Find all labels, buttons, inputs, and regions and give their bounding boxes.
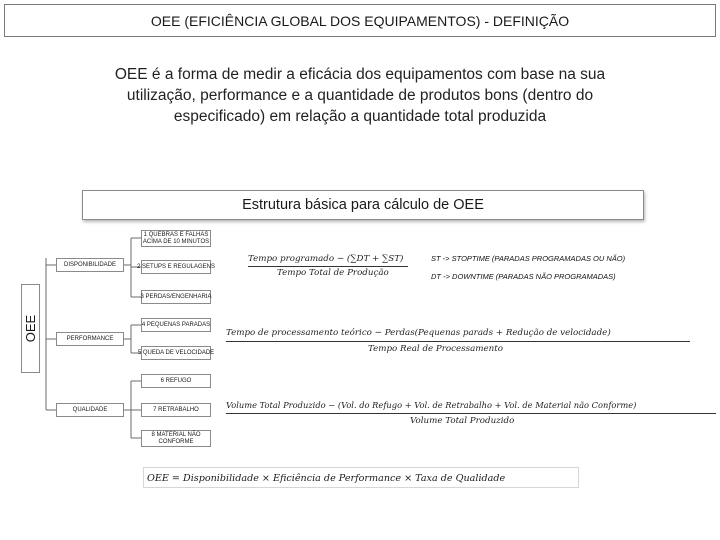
note-downtime: DT -> DOWNTIME (PARADAS NÃO PROGRAMADAS) [431, 272, 616, 281]
performance-fraction-bar [226, 341, 690, 342]
category-availability: DISPONIBILIDADE [56, 258, 124, 272]
availability-formula-numerator: Tempo programado − (∑DT + ∑ST) [248, 254, 404, 264]
intro-text: OEE é a forma de medir a eficácia dos equipamentos com base na sua utilização, performance e a quantidade de produtos bons (dentro do especificado) em relação a quantidade total produzida [114, 66, 606, 125]
loss-small-stops: 4 PEQUENAS PARADAS [141, 318, 211, 332]
availability-formula-denominator: Tempo Total de Produção [277, 268, 389, 278]
quality-formula-numerator: Volume Total Produzido − (Vol. do Refugo + Vol. de Retrabalho + Vol. de Material não Conforme) [226, 400, 637, 410]
availability-fraction-bar [248, 266, 408, 267]
loss-speed: 5 QUEDA DE VELOCIDADE [141, 346, 211, 360]
page-title: OEE (EFICIÊNCIA GLOBAL DOS EQUIPAMENTOS) - DEFINIÇÃO [4, 4, 716, 37]
performance-formula-denominator: Tempo Real de Processamento [368, 344, 503, 354]
loss-scrap: 6 REFUGO [141, 374, 211, 388]
oee-label: OEE [23, 314, 38, 343]
category-performance: PERFORMANCE [56, 332, 124, 346]
note-stoptime: ST -> STOPTIME (PARADAS PROGRAMADAS OU NÃO) [431, 254, 626, 263]
oee-label-box [21, 284, 40, 373]
quality-fraction-bar [226, 413, 716, 414]
oee-formula: OEE = Disponibilidade × Eficiência de Performance × Taxa de Qualidade [147, 473, 506, 484]
category-quality: QUALIDADE [56, 403, 124, 417]
loss-breakdowns: 1 QUEBRAS E FALHAS ACIMA DE 10 MINUTOS [141, 230, 211, 247]
loss-setups: 2 SETUPS E REGULAGENS [141, 260, 211, 274]
structure-label: Estrutura básica para cálculo de OEE [82, 190, 644, 220]
loss-engineering: 3 PERDAS/ENGENHARIA [141, 290, 211, 304]
loss-rework: 7 RETRABALHO [141, 403, 211, 417]
performance-formula-numerator: Tempo de processamento teórico − Perdas(Pequenas parads + Redução de velocidade) [226, 328, 611, 338]
loss-nonconforming: 8 MATERIAL NÃO CONFORME [141, 430, 211, 447]
quality-formula-denominator: Volume Total Produzido [410, 416, 515, 426]
